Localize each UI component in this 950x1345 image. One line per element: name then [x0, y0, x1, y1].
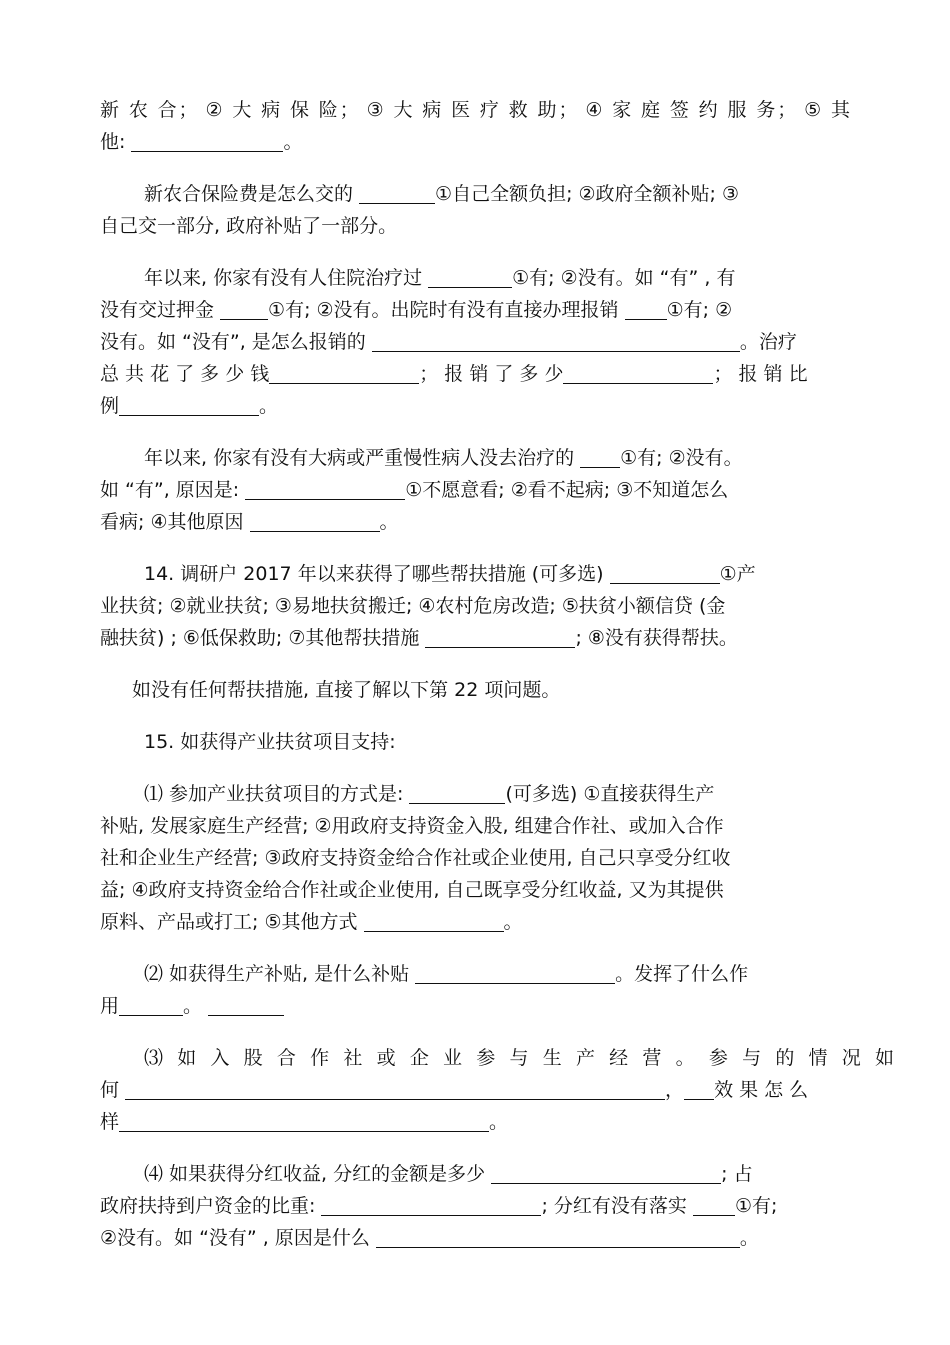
- text-line: 用 。: [100, 992, 850, 1020]
- text-line: 14. 调研户 2017 年以来获得了哪些帮扶措施 (可多选) ①产: [144, 563, 756, 585]
- text-line: 15. 如获得产业扶贫项目支持:: [144, 731, 396, 753]
- blank-field[interactable]: [131, 131, 283, 152]
- text-line: 没有交过押金 ①有; ②没有。出院时有没有直接办理报销 ①有; ②: [100, 299, 733, 321]
- text-line: 没有。如 “没有”, 是怎么报销的 。治疗: [100, 331, 797, 353]
- text-line: 自己交一部分, 政府补贴了一部分。: [100, 215, 398, 237]
- text-line: 例 。: [100, 395, 279, 417]
- text-line: 益; ④政府支持资金给合作社或企业使用, 自己既享受分红收益, 又为其提供: [100, 879, 724, 901]
- blank-field[interactable]: [425, 627, 575, 648]
- text-line: 新农合保险费是怎么交的 ①自己全额负担; ②政府全额补贴; ③: [144, 183, 740, 205]
- text-line: 补贴, 发展家庭生产经营; ②用政府支持资金入股, 组建合作社、或加入合作: [100, 815, 724, 837]
- blank-field[interactable]: [684, 1079, 714, 1100]
- blank-field[interactable]: [610, 563, 720, 584]
- blank-field[interactable]: [119, 395, 259, 416]
- blank-field[interactable]: [364, 911, 504, 932]
- blank-field[interactable]: [693, 1195, 735, 1216]
- text-line: 年以来, 你家有没有大病或严重慢性病人没去治疗的 ①有; ②没有。: [144, 447, 743, 469]
- text-line: 样 。: [100, 1111, 509, 1133]
- text-line: 融扶贫) ; ⑥低保救助; ⑦其他帮扶措施 ; ⑧没有获得帮扶。: [100, 627, 738, 649]
- blank-field[interactable]: [250, 511, 380, 532]
- blank-field[interactable]: [119, 1111, 489, 1132]
- text-line: 业扶贫; ②就业扶贫; ③易地扶贫搬迁; ④农村危房改造; ⑤扶贫小额信贷 (金: [100, 595, 726, 617]
- text-line: 他: 。: [100, 131, 303, 153]
- blank-field[interactable]: [208, 995, 284, 1016]
- blank-field[interactable]: [321, 1195, 541, 1216]
- blank-field[interactable]: [220, 299, 268, 320]
- blank-field[interactable]: [428, 267, 512, 288]
- text-line: ⑶ 如 入 股 合 作 社 或 企 业 参 与 生 产 经 营 。 参 与 的 情 况 如: [144, 1047, 894, 1069]
- blank-field[interactable]: [359, 183, 435, 204]
- text-line: ⑵ 如获得生产补贴, 是什么补贴 。发挥了什么作: [144, 963, 749, 985]
- blank-field[interactable]: [415, 963, 615, 984]
- blank-field[interactable]: [125, 1079, 665, 1100]
- text-line: 社和企业生产经营; ③政府支持资金给合作社或企业使用, 自己只享受分红收: [100, 847, 731, 869]
- blank-field[interactable]: [580, 447, 620, 468]
- blank-field[interactable]: [376, 1227, 740, 1248]
- blank-field[interactable]: [491, 1163, 721, 1184]
- blank-field[interactable]: [245, 479, 405, 500]
- text-line: 看病; ④其他原因 。: [100, 511, 399, 533]
- text-line: ⑴ 参加产业扶贫项目的方式是: (可多选) ①直接获得生产: [144, 783, 715, 805]
- blank-field[interactable]: [269, 363, 419, 384]
- text-line: 政府扶持到户资金的比重: ; 分红有没有落实 ①有;: [100, 1195, 778, 1217]
- text-line: 原料、产品或打工; ⑤其他方式 。: [100, 911, 523, 933]
- text-line: 如 “有”, 原因是: ①不愿意看; ②看不起病; ③不知道怎么: [100, 479, 729, 501]
- blank-field[interactable]: [372, 331, 740, 352]
- blank-field[interactable]: [625, 299, 667, 320]
- blank-field[interactable]: [409, 783, 505, 804]
- text-line: 如没有任何帮扶措施, 直接了解以下第 22 项问题。: [132, 679, 561, 701]
- text-line: ②没有。如 “没有” , 原因是什么 。: [100, 1227, 759, 1249]
- text-line: 何 ， 效 果 怎 么: [100, 1079, 809, 1101]
- text-line: 年以来, 你家有没有人住院治疗过 ①有; ②没有。如 “有” , 有: [144, 267, 736, 289]
- text-line: 新 农 合； ② 大 病 保 险； ③ 大 病 医 疗 救 助； ④ 家 庭 签 约 服 务； ⑤ 其: [100, 99, 850, 121]
- blank-field[interactable]: [563, 363, 713, 384]
- blank-field[interactable]: [119, 995, 183, 1016]
- text-line: ⑷ 如果获得分红收益, 分红的金额是多少 ; 占: [144, 1163, 753, 1185]
- text-line: 总 共 花 了 多 少 钱 ； 报 销 了 多 少 ； 报 销 比: [100, 363, 808, 385]
